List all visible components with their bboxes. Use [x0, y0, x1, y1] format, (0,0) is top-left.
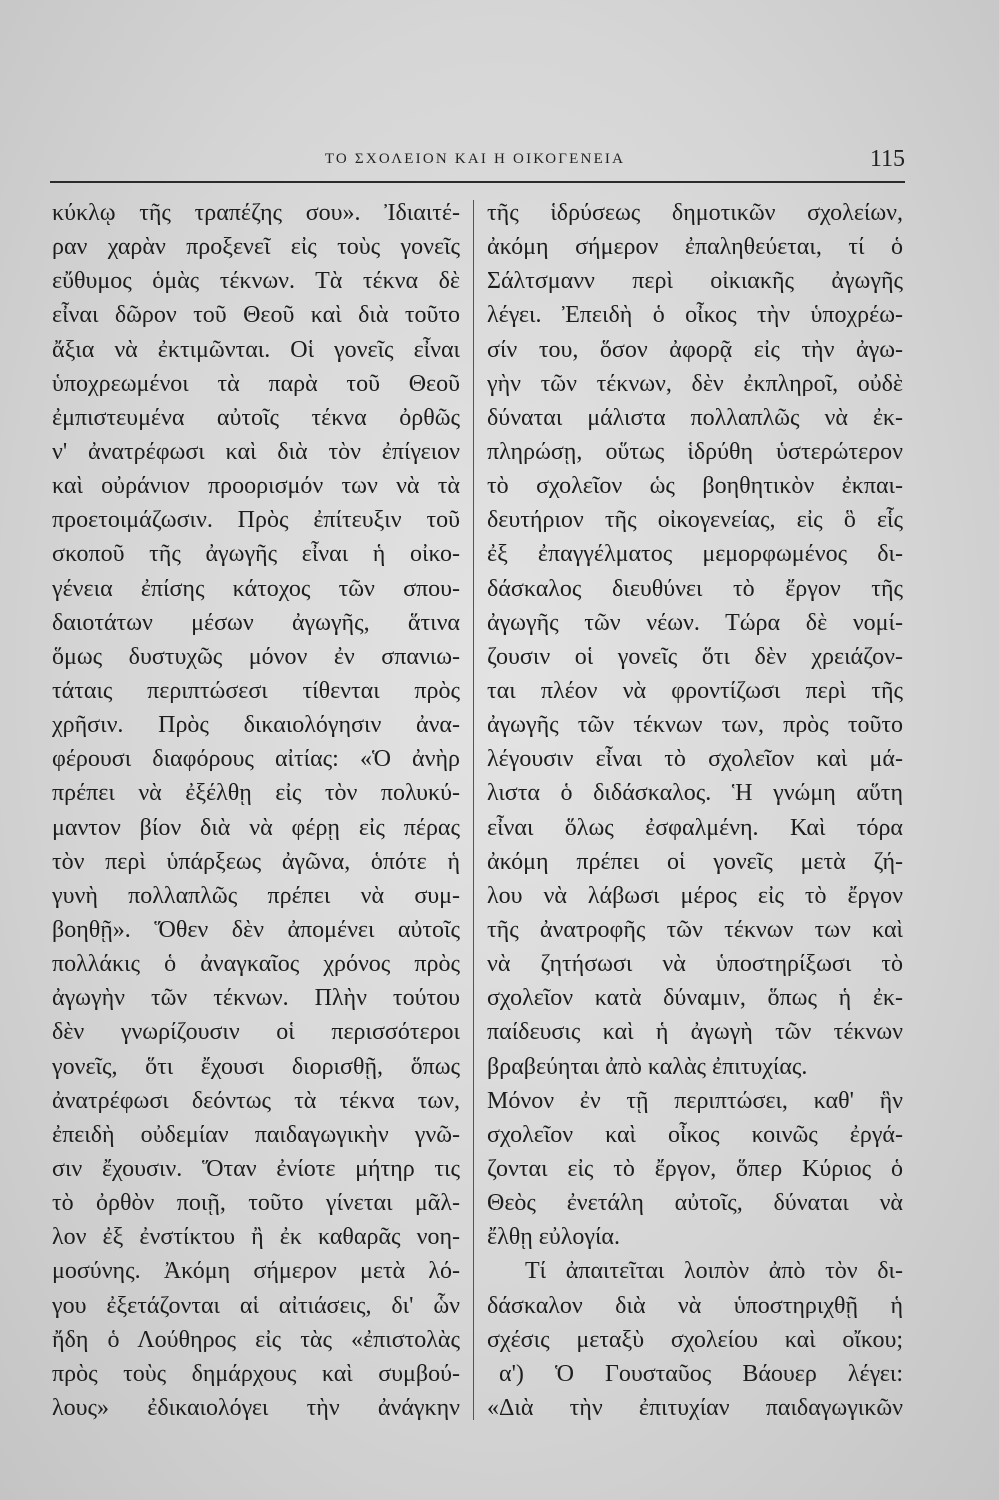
text-line: προετοιμάζωσιν. Πρὸς ἐπίτευξιν τοῦ: [52, 507, 460, 534]
text-line: λον ἐξ ἐνστίκτου ἢ ἐκ καθαρᾶς νοη-: [52, 1224, 460, 1251]
text-line: τὸ σχολεῖον ὡς βοηθητικὸν ἐκπαι-: [487, 473, 903, 500]
text-line: εἶναι δῶρον τοῦ Θεοῦ καὶ διὰ τοῦτο: [52, 302, 460, 329]
text-line: ἀγωγῆς τῶν τέκνων των, πρὸς τοῦτο: [487, 712, 903, 739]
text-line: μοσύνης. Ἀκόμη σήμερον μετὰ λό-: [52, 1258, 460, 1285]
text-line: ἀκόμη σήμερον ἐπαληθεύεται, τί ὁ: [487, 234, 903, 261]
text-line: ζουσιν οἱ γονεῖς ὅτι δὲν χρειάζον-: [487, 643, 903, 670]
text-line: δύναται μάλιστα πολλαπλῶς νὰ ἐκ-: [487, 404, 903, 431]
text-line: γένεια ἐπίσης κάτοχος τῶν σπου-: [52, 575, 460, 602]
text-line: κύκλῳ τῆς τραπέζης σου». Ἰδιαιτέ-: [52, 200, 460, 226]
text-line: νὰ ζητήσωσι νὰ ὑποστηρίξωσι τὸ: [487, 951, 903, 978]
text-line: πολλάκις ὁ ἀναγκαῖος χρόνος πρὸς: [52, 951, 460, 978]
text-line: ται πλέον νὰ φροντίζωσι περὶ τῆς: [487, 677, 903, 704]
text-line: σχολεῖον καὶ οἶκος κοινῶς ἐργά-: [487, 1121, 903, 1148]
text-line: χρῆσιν. Πρὸς δικαιολόγησιν ἀνα-: [52, 712, 460, 739]
text-line: ζονται εἰς τὸ ἔργον, ὅπερ Κύριος ὁ: [487, 1155, 903, 1182]
text-line: δάσκαλον διὰ νὰ ὑποστηριχθῇ ἡ: [487, 1292, 903, 1319]
text-line: εὔθυμος ὁμὰς τέκνων. Τὰ τέκνα δὲ: [52, 268, 460, 295]
page-number: 115: [869, 146, 905, 172]
text-line: ἤδη ὁ Λούθηρος εἰς τὰς «ἐπιστολὰς: [52, 1326, 460, 1353]
text-line: λου νὰ λάβωσι μέρος εἰς τὸ ἔργον: [487, 882, 903, 909]
text-line: ἄξια νὰ ἐκτιμῶνται. Οἱ γονεῖς εἶναι: [52, 336, 460, 363]
text-line: Σάλτσμανν περὶ οἰκιακῆς ἀγωγῆς: [487, 268, 903, 295]
text-line: Μόνον ἐν τῇ περιπτώσει, καθ' ἣν: [487, 1087, 903, 1114]
running-title: ΤΟ ΣΧΟΛΕΙΟΝ ΚΑΙ Η ΟΙΚΟΓΕΝΕΙΑ: [324, 151, 626, 167]
text-line: δευτήριον τῆς οἰκογενείας, εἰς ὃ εἷς: [487, 507, 903, 534]
right-column: [487, 196, 903, 1425]
text-line: σίν του, ὅσον ἀφορᾷ εἰς τὴν ἀγω-: [487, 336, 903, 363]
text-line: λέγουσιν εἶναι τὸ σχολεῖον καὶ μά-: [487, 746, 903, 773]
text-line: λους» ἐδικαιολόγει τὴν ἀνάγκην: [52, 1394, 460, 1421]
text-line: βοηθῇ». Ὅθεν δὲν ἀπομένει αὐτοῖς: [52, 916, 460, 943]
text-line: σιν ἔχουσιν. Ὅταν ἐνίοτε μήτηρ τις: [52, 1155, 460, 1182]
text-line: ἀκόμη πρέπει οἱ γονεῖς μετὰ ζή-: [487, 848, 903, 875]
text-line: δὲν γνωρίζουσιν οἱ περισσότεροι: [52, 1019, 460, 1046]
text-line: πρὸς τοὺς δημάρχους καὶ συμβού-: [52, 1360, 460, 1387]
text-line: Τί ἀπαιτεῖται λοιπὸν ἀπὸ τὸν δι-: [525, 1258, 903, 1285]
text-line: μαντον βίον διὰ νὰ φέρῃ εἰς πέρας: [52, 814, 460, 841]
paragraph-end-line: ἔλθῃ εὐλογία.: [487, 1224, 620, 1251]
text-line: ἀγωγὴν τῶν τέκνων. Πλὴν τούτου: [52, 985, 460, 1012]
text-line: λέγει. Ἐπειδὴ ὁ οἶκος τὴν ὑποχρέω-: [487, 302, 903, 329]
header-rule: [50, 181, 905, 183]
text-line: ἀνατρέφωσι δεόντως τὰ τέκνα των,: [52, 1087, 460, 1114]
text-line: πρέπει νὰ ἐξέλθῃ εἰς τὸν πολυκύ-: [52, 780, 460, 807]
text-line: βραβεύηται ἀπὸ καλὰς ἐπιτυχίας.: [487, 1053, 808, 1080]
text-line: σχέσις μεταξὺ σχολείου καὶ οἴκου;: [487, 1326, 903, 1353]
text-line: τῆς ἱδρύσεως δημοτικῶν σχολείων,: [487, 200, 903, 226]
text-line: ἐμπιστευμένα αὐτοῖς τέκνα ὀρθῶς: [52, 404, 460, 431]
text-line: ὅμως δυστυχῶς μόνον ἐν σπανιω-: [52, 643, 460, 670]
text-line: Θεὸς ἐνετάλη αὐτοῖς, δύναται νὰ: [487, 1190, 903, 1217]
text-line: σχολεῖον κατὰ δύναμιν, ὅπως ἡ ἐκ-: [487, 985, 903, 1012]
text-line: δάσκαλος διευθύνει τὸ ἔργον τῆς: [487, 575, 903, 602]
text-line: γὴν τῶν τέκνων, δὲν ἐκπληροῖ, οὐδὲ: [487, 370, 903, 397]
text-line: πληρώσῃ, οὕτως ἱδρύθη ὑστερώτερον: [487, 438, 903, 465]
text-line: γονεῖς, ὅτι ἔχουσι διορισθῇ, ὅπως: [52, 1053, 460, 1080]
text-line: εἶναι ὅλως ἐσφαλμένη. Καὶ τόρα: [487, 814, 903, 841]
text-line: τῆς ἀνατροφῆς τῶν τέκνων των καὶ: [487, 916, 903, 943]
text-line: καὶ οὐράνιον προορισμόν των νὰ τὰ: [52, 473, 460, 500]
text-line: φέρουσι διαφόρους αἰτίας: «Ὁ ἀνὴρ: [52, 746, 460, 773]
text-line: γου ἐξετάζονται αἱ αἰτιάσεις, δι' ὧν: [52, 1292, 460, 1319]
text-line: ὑποχρεωμένοι τὰ παρὰ τοῦ Θεοῦ: [52, 370, 460, 397]
left-column: [52, 196, 460, 1425]
text-line: γυνὴ πολλαπλῶς πρέπει νὰ συμ-: [52, 882, 460, 909]
text-line: τὸν περὶ ὑπάρξεως ἀγῶνα, ὁπότε ἡ: [52, 848, 460, 875]
list-item-line: α') Ὁ Γουσταῦος Βάουερ λέγει:: [499, 1360, 903, 1387]
text-line: ἐξ ἐπαγγέλματος μεμορφωμένος δι-: [487, 541, 903, 568]
running-head: [0, 146, 999, 176]
text-line: «Διὰ τὴν ἐπιτυχίαν παιδαγωγικῶν: [487, 1394, 903, 1421]
column-divider: [473, 200, 474, 1420]
text-line: σκοποῦ τῆς ἀγωγῆς εἶναι ἡ οἰκο-: [52, 541, 460, 568]
text-line: ν' ἀνατρέφωσι καὶ διὰ τὸν ἐπίγειον: [52, 438, 460, 465]
text-line: λιστα ὁ διδάσκαλος. Ἡ γνώμη αὕτη: [487, 780, 903, 807]
text-line: τάταις περιπτώσεσι τίθενται πρὸς: [52, 677, 460, 704]
text-line: δαιοτάτων μέσων ἀγωγῆς, ἅτινα: [52, 609, 460, 636]
text-line: ἀγωγῆς τῶν νέων. Τώρα δὲ νομί-: [487, 609, 903, 636]
text-line: τὸ ὀρθὸν ποιῇ, τοῦτο γίνεται μᾶλ-: [52, 1190, 460, 1217]
text-line: παίδευσις καὶ ἡ ἀγωγὴ τῶν τέκνων: [487, 1019, 903, 1046]
text-line: ἐπειδὴ οὐδεμίαν παιδαγωγικὴν γνῶ-: [52, 1121, 460, 1148]
text-line: ραν χαρὰν προξενεῖ εἰς τοὺς γονεῖς: [52, 234, 460, 261]
